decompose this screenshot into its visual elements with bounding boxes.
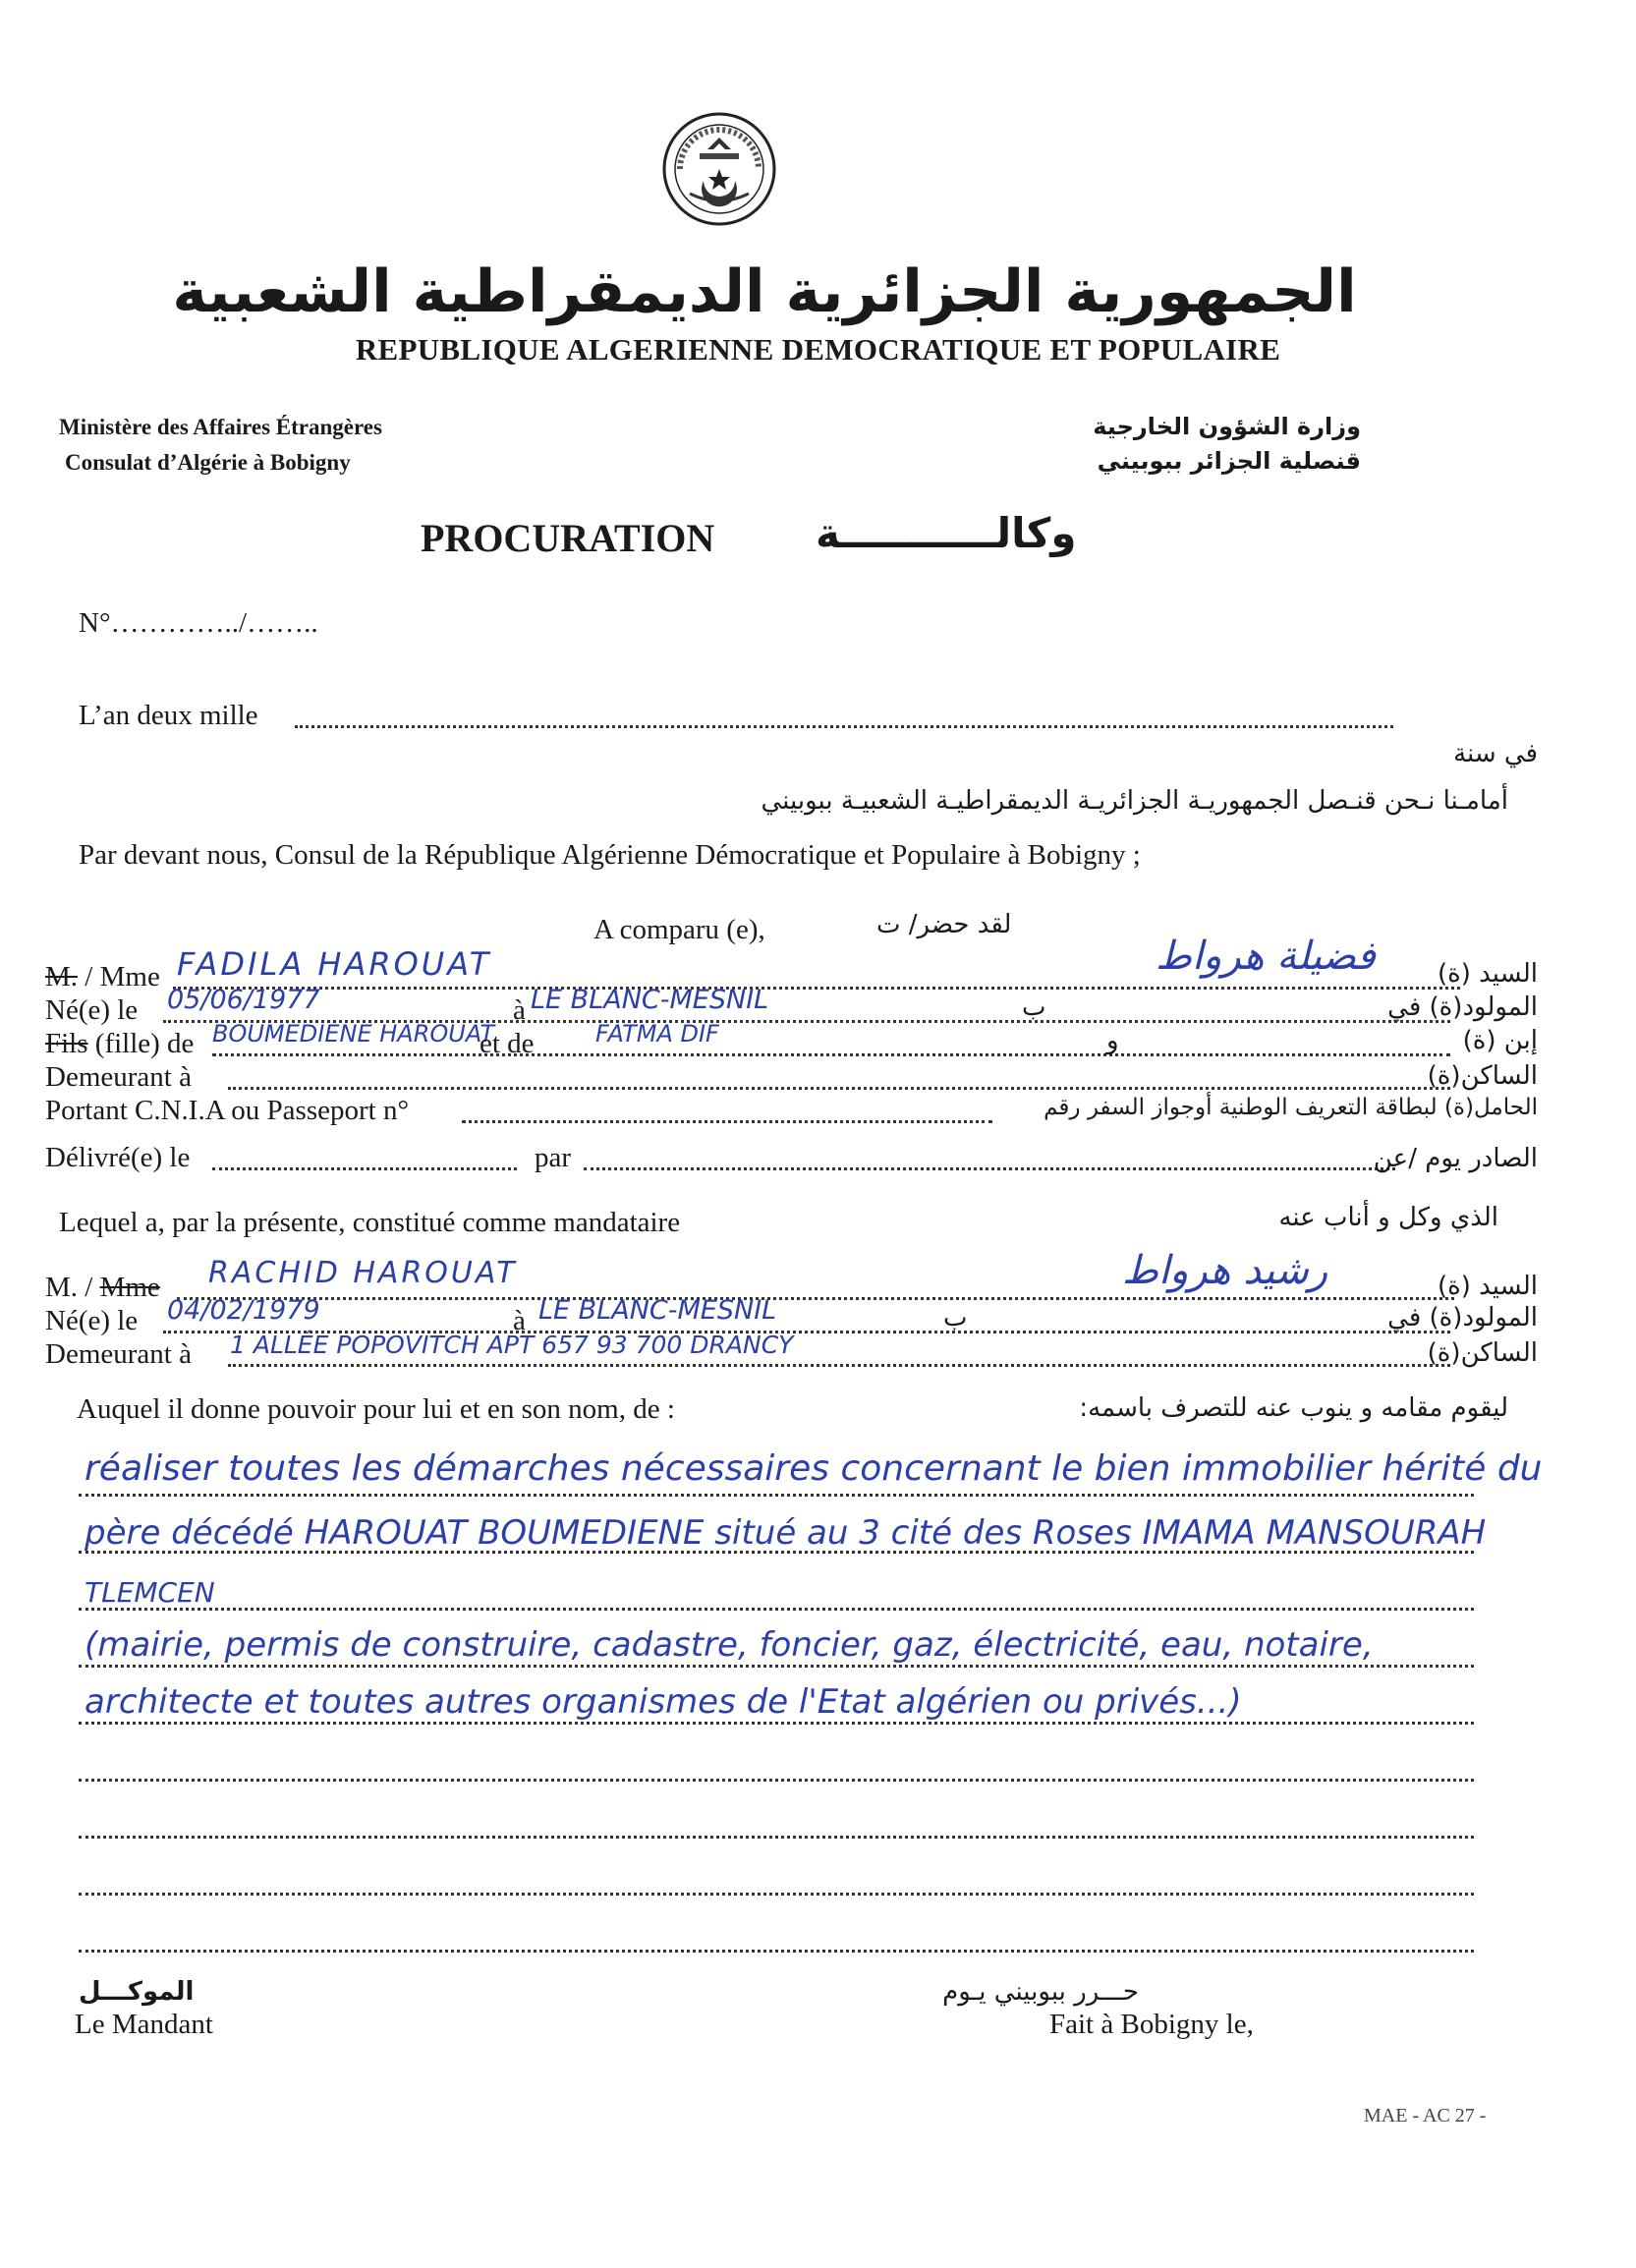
mandant-name-value: FADILA HAROUAT <box>177 945 492 983</box>
mandant-sayed-label: السيد (ة) <box>1437 959 1538 989</box>
mandant-mawlud-label: المولود(ة) في <box>1387 992 1538 1022</box>
mandant-born-label: Né(e) le <box>45 994 139 1026</box>
mandant-parents-label <box>45 1028 194 1060</box>
document-number: N°…………../…….. <box>79 607 318 639</box>
mandant-id-line[interactable] <box>462 1120 992 1123</box>
mandant-birth-place: LE BLANC-MESNIL <box>531 985 769 1015</box>
mandant-par-label: par <box>535 1142 572 1173</box>
mandataire-name-label <box>45 1272 160 1304</box>
powers-intro-arabic: ليقوم مقامه و ينوب عنه للتصرف باسمه: <box>1079 1393 1508 1423</box>
powers-text-line-3: TLEMCEN <box>85 1576 215 1609</box>
fait-a-bobigny-arabic: حـــرر ببوبيني يـوم <box>942 1977 1139 2007</box>
year-label-french: L’an deux mille <box>79 700 258 731</box>
mandataire-address-line[interactable] <box>228 1364 1450 1367</box>
algeria-emblem-seal <box>660 110 778 228</box>
mandant-et-de-label: et de <box>480 1028 535 1059</box>
powers-line-5[interactable] <box>79 1722 1474 1725</box>
mandataire-name-arabic-value: رشيد هرواط <box>1122 1248 1328 1293</box>
mandant-par-line[interactable] <box>584 1167 1395 1170</box>
mandataire-intro-french: Lequel a, par la présente, constitué comme mandataire <box>59 1207 681 1238</box>
mandant-name-arabic-value: فضيلة هرواط <box>1156 934 1376 979</box>
mandataire-sayed-label: السيد (ة) <box>1437 1272 1538 1301</box>
ministry-french: Ministère des Affaires Étrangères <box>59 415 382 439</box>
powers-text-line-2: père décédé HAROUAT BOUMEDIENE situé au 3 cité des Roses IMAMA MANSOURAH <box>85 1513 1487 1553</box>
mandant-parents-line[interactable] <box>212 1053 1450 1056</box>
mandataire-intro-arabic: الذي وكل و أناب عنه <box>1278 1203 1498 1232</box>
mandant-name-line[interactable] <box>173 987 1460 990</box>
mandataire-bi-label: ب <box>943 1303 968 1332</box>
powers-line-1[interactable] <box>79 1494 1474 1497</box>
powers-line-7[interactable] <box>79 1836 1474 1839</box>
mandant-birth-date: 05/06/1977 <box>167 985 320 1015</box>
powers-text-line-1: réaliser toutes les démarches nécessaires concernant le bien immobilier hérité du <box>85 1448 1543 1489</box>
mandataire-name-value: RACHID HAROUAT <box>208 1256 518 1290</box>
mandant-address-label: Demeurant à <box>45 1061 192 1093</box>
mandataire-address-label: Demeurant à <box>45 1338 192 1370</box>
year-dotted-line[interactable] <box>295 725 1393 728</box>
label-mr: M. / <box>45 1272 100 1303</box>
mandant-name-label <box>45 961 160 993</box>
powers-line-6[interactable] <box>79 1779 1474 1782</box>
mandataire-address-value: 1 ALLÉE POPOVITCH APT 657 93 700 DRANCY <box>230 1331 794 1359</box>
before-consul-french: Par devant nous, Consul de la République Algérienne Démocratique et Populaire à Bobigny ; <box>79 839 1141 871</box>
mandataire-mawlud-label: المولود(ة) في <box>1387 1303 1538 1332</box>
label-mme-struck: Mme <box>99 1272 160 1303</box>
mandant-saken-label: الساكن(ة) <box>1427 1061 1538 1091</box>
mandant-ibn-label: إبن (ة) <box>1462 1026 1538 1055</box>
mandant-wa-label: و <box>1106 1026 1119 1055</box>
label-fils-struck: Fils <box>45 1028 88 1059</box>
powers-text-line-4: (mairie, permis de construire, cadastre, foncier, gaz, électricité, eau, notaire, <box>85 1625 1374 1665</box>
consulate-arabic: قنصلية الجزائر ببوبيني <box>1097 447 1361 475</box>
label-mr-struck: M. <box>45 961 79 992</box>
powers-intro-french: Auquel il donne pouvoir pour lui et en son nom, de : <box>77 1393 675 1425</box>
title-french: REPUBLIQUE ALGERIENNE DEMOCRATIQUE ET POPULAIRE <box>355 332 1281 367</box>
fait-a-bobigny-french: Fait à Bobigny le, <box>1049 2009 1254 2040</box>
powers-text-line-5: architecte et toutes autres organismes de l'Etat algérien ou privés...) <box>85 1682 1242 1722</box>
mandataire-birth-place: LE BLANC-MESNIL <box>538 1295 777 1326</box>
year-label-arabic: في سنة <box>1453 739 1538 768</box>
ministry-arabic: وزارة الشؤون الخارجية <box>1093 413 1361 440</box>
mandataire-birth-date: 04/02/1979 <box>167 1295 320 1326</box>
mandant-id-label: Portant C.N.I.A ou Passeport n° <box>45 1095 410 1126</box>
mandataire-name-line[interactable] <box>177 1297 1454 1300</box>
mandant-bi-label: ب <box>1022 992 1046 1022</box>
title-arabic: الجمهورية الجزائرية الديمقراطية الشعبية <box>172 257 1357 326</box>
mandant-sader-label: الصادر يوم /عن <box>1373 1144 1538 1173</box>
powers-line-8[interactable] <box>79 1893 1474 1896</box>
mandant-address-line[interactable] <box>228 1087 1450 1090</box>
form-code: MAE - AC 27 - <box>1364 2105 1487 2126</box>
mandant-father-value: BOUMEDIENE HAROUAT <box>212 1020 495 1048</box>
mandant-born-a-label: à <box>513 994 526 1026</box>
label-mme: / Mme <box>78 961 160 992</box>
consulate-french: Consulat d’Algérie à Bobigny <box>65 450 351 475</box>
document-title-arabic: وكالـــــــــــة <box>816 509 1077 557</box>
mandant-hamel-label: الحامل(ة) لبطاقة التعريف الوطنية أوجواز السفر رقم <box>1044 1095 1538 1120</box>
document-title-french: PROCURATION <box>421 516 715 560</box>
mandant-signature-label-arabic: الموكـــل <box>79 1977 195 2007</box>
appeared-arabic: لقد حضر/ ت <box>876 910 1012 939</box>
appeared-french: A comparu (e), <box>593 914 765 945</box>
mandataire-saken-label: الساكن(ة) <box>1427 1338 1538 1368</box>
mandant-signature-label-french: Le Mandant <box>75 2009 213 2040</box>
mandant-mother-value: FATMA DIF <box>595 1020 719 1048</box>
mandataire-born-label: Né(e) le <box>45 1305 139 1336</box>
mandant-issued-label: Délivré(e) le <box>45 1142 191 1173</box>
label-fille: (fille) de <box>87 1028 195 1059</box>
powers-line-3[interactable] <box>79 1608 1474 1611</box>
powers-line-4[interactable] <box>79 1665 1474 1668</box>
mandant-issued-line[interactable] <box>212 1167 517 1170</box>
powers-line-9[interactable] <box>79 1950 1474 1953</box>
mandataire-born-a-label: à <box>513 1305 526 1336</box>
before-consul-arabic: أمامـنا نـحن قنـصل الجمهوريـة الجزائريـة الديمقراطيـة الشعبيـة ببوبيني <box>761 786 1508 816</box>
